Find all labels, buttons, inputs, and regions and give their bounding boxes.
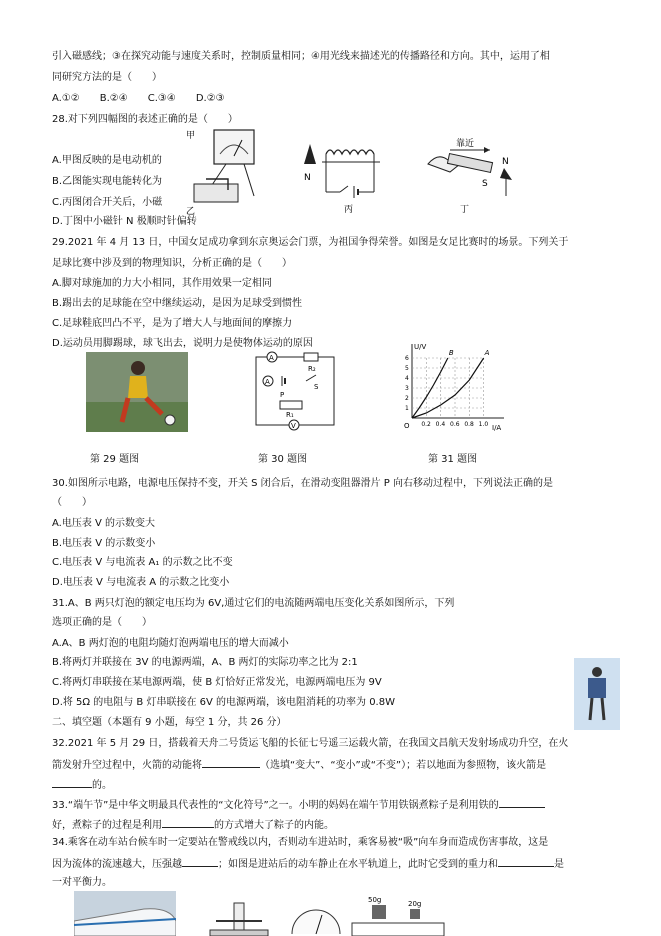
y-tick-label: 1 (405, 405, 409, 412)
text-segment: （选填“变大”、“变小”或“不变”）；若以地面为参照物，该火箭是 (260, 760, 547, 771)
question-33 (52, 797, 545, 812)
wire (244, 164, 254, 196)
x-tick-label: 0.6 (450, 421, 460, 428)
y-axis-label: U/V (414, 343, 427, 351)
meter-box (214, 130, 254, 164)
text-line: 一对平衡力。 (52, 877, 112, 888)
y-tick-label: 4 (405, 375, 409, 382)
text-segment: ；如图是进站后的动车静止在水平轨道上，此时它受到的重力和 (218, 859, 498, 870)
text-line: B.踢出去的足球能在空中继续运动，是因为足球受到惯性 (52, 298, 303, 309)
text-line: B.乙图能实现电能转化为 (52, 176, 163, 187)
fig-label-R1: R₁ (286, 411, 294, 419)
balance-column (234, 903, 244, 933)
text-line (52, 817, 334, 832)
jetpack-photo (574, 658, 620, 730)
fig-label-ding: 丁 (460, 205, 470, 215)
fig-label-N: N (304, 173, 311, 183)
text-line (52, 856, 564, 871)
text-segment: 的。 (92, 780, 112, 791)
resistor-R2 (304, 353, 318, 361)
weight-20g (410, 909, 420, 919)
fig-label-S: S (482, 179, 488, 189)
player-head (131, 361, 145, 375)
balance-base (210, 930, 268, 936)
dial-arc (292, 910, 340, 934)
text-line: D.运动员用脚踢球，球飞出去，说明力是使物体运动的原因 (52, 338, 313, 349)
x-tick-label: 0.4 (435, 421, 446, 428)
text-line: B.将两灯并联接在 3V 的电源两端，A、B 两灯的实际功率之比为 2:1 (52, 657, 358, 668)
question-32: 32.2021 年 5 月 29 日，搭载着天舟二号货运飞船的长征七号遥三运载火箭，在我国文昌航天发射场成功升空，在火 (52, 738, 569, 749)
text-line: C.丙图闭合开关后，小磁 (52, 197, 163, 208)
text-segment: 33.“端午节”是中华文明最具代表性的“文化符号”之一。小明的妈妈在端午节用铁锅煮粽子是利用铁的 (52, 800, 499, 811)
x-axis-label: I/A (492, 424, 502, 432)
section-heading: 二、填空题（本题有 9 小题，每空 1 分，共 26 分） (52, 717, 287, 728)
text-line: D.丁图中小磁针 N 极顺时针偏转 (52, 216, 197, 227)
answer-blank[interactable] (52, 777, 92, 788)
x-tick-label: 0.8 (464, 421, 474, 428)
switch (340, 186, 348, 192)
answer-blank[interactable] (182, 856, 218, 867)
answer-blank[interactable] (202, 757, 260, 768)
text-line: D.将 5Ω 的电阻与 B 灯串联接在 6V 的电源两端，该电阻消耗的功率为 0.8W (52, 697, 395, 708)
coil (326, 150, 374, 154)
fig-label-S: S (314, 383, 319, 391)
answer-blank[interactable] (162, 817, 214, 828)
fig-label-near: 靠近 (456, 139, 475, 149)
answer-blank[interactable] (499, 797, 545, 808)
text-line: D.电压表 V 与电流表 A 的示数之比变小 (52, 577, 230, 588)
person-head (592, 667, 602, 677)
ruler (352, 923, 444, 936)
text-line: C.足球鞋底凹凸不平，是为了增大人与地面间的摩擦力 (52, 318, 293, 329)
caption-31: 第 31 题图 (428, 454, 478, 465)
text-line: A.脚对球施加的力大小相同，其作用效果一定相同 (52, 278, 272, 289)
train-photo (74, 891, 176, 936)
mass-balance-icon (206, 897, 272, 936)
compass-needle (304, 144, 316, 164)
text-segment: 因为流体的流速越大，压强越 (52, 859, 182, 870)
player-jersey (128, 376, 148, 398)
fig-label-V: V (291, 422, 296, 430)
fig-label-A: A (269, 354, 274, 362)
text-line: C.将两灯串联接在某电源两端，使 B 灯恰好正常发光，电源两端电压为 9V (52, 677, 382, 688)
soccer-ball (165, 415, 175, 425)
text-line: A.①② B.②④ C.③④ D.②③ (52, 93, 225, 104)
x-tick-label: 1.0 (478, 421, 489, 428)
text-segment: 的方式增大了粽子的内能。 (214, 820, 334, 831)
text-line: A.电压表 V 的示数变大 (52, 518, 156, 529)
switch-S (306, 375, 316, 381)
rheostat-R1 (280, 401, 302, 409)
y-tick-label: 6 (405, 355, 409, 362)
scale-dial-icon (288, 901, 344, 936)
fig-label-N: N (502, 157, 509, 167)
fig-label-jia: 甲 (186, 131, 196, 141)
text-line (52, 757, 546, 772)
question-34: 34.乘客在动车站台候车时一定要站在警戒线以内，否则动车进站时，乘客易被“吸”向车身而造成伤害事故，这是 (52, 837, 549, 848)
text-segment: 是 (554, 859, 564, 870)
weights-ruler-icon (350, 893, 446, 936)
circuit-diagram (250, 349, 342, 433)
text-line: 选项正确的是（ ） (52, 617, 152, 628)
text-line (52, 777, 112, 792)
figure-bing (300, 136, 390, 216)
text-line: 足球比赛中涉及到的物理知识，分析正确的是（ ） (52, 258, 292, 269)
fig-label-R2: R₂ (308, 365, 316, 373)
magnet (194, 184, 238, 202)
y-tick-label: 3 (405, 385, 409, 392)
text-line: 同研究方法的是（ ） (52, 72, 162, 83)
caption-30: 第 30 题图 (258, 454, 308, 465)
weight-label-50g: 50g (368, 896, 382, 904)
fig-label-P: P (280, 391, 285, 399)
text-line: A.甲图反映的是电动机的 (52, 155, 162, 166)
text-segment: 好，煮粽子的过程是利用 (52, 820, 162, 831)
arrow-head (484, 147, 490, 153)
bar-magnet (447, 154, 492, 173)
question-30: 30.如图所示电路，电源电压保持不变，开关 S 闭合后，在滑动变阻器滑片 P 向右移动过程中，下列说法正确的是 (52, 478, 553, 489)
jetpack-body (588, 678, 606, 698)
text-segment: 箭发射升空过程中，火箭的动能将 (52, 760, 202, 771)
soccer-photo (86, 352, 188, 432)
person-leg (602, 698, 604, 720)
question-31: 31.A、B 两只灯泡的额定电压均为 6V,通过它们的电流随两端电压变化关系如图所示，下列 (52, 598, 455, 609)
weight-label-20g: 20g (408, 900, 422, 908)
fig-label-A: A (265, 378, 270, 386)
iu-chart (398, 340, 508, 432)
origin-label: O (404, 422, 410, 430)
text-line: B.电压表 V 的示数变小 (52, 538, 156, 549)
figure-jia (176, 124, 278, 218)
text-line: （ ） (52, 497, 92, 508)
x-tick-label: 0.2 (421, 421, 431, 428)
figure-ding (420, 134, 520, 216)
circuit-frame (256, 357, 334, 425)
text-line: 引入磁感线；③在探究动能与速度关系时，控制质量相同；④用光线来描述光的传播路径和方向。其中，运用了相 (52, 51, 550, 62)
series-label-B: B (448, 349, 454, 357)
answer-blank[interactable] (498, 856, 554, 867)
person-leg (590, 698, 592, 720)
y-tick-label: 2 (405, 395, 409, 402)
fig-label-bing: 丙 (344, 205, 354, 215)
weight-50g (372, 905, 386, 919)
y-tick-label: 5 (405, 365, 409, 372)
question-28: 28.对下列四幅图的表述正确的是（ ） (52, 114, 238, 125)
series-label-A: A (484, 349, 490, 357)
text-line: A.A、B 两灯泡的电阻均随灯泡两端电压的增大而减小 (52, 638, 289, 649)
text-line: C.电压表 V 与电流表 A₁ 的示数之比不变 (52, 557, 233, 568)
fig-label-yi: 乙 (186, 207, 196, 217)
question-29: 29.2021 年 4 月 13 日，中国女足成功拿到东京奥运会门票，为祖国争得荣誉。如图是女足比赛时的场景。下列关于 (52, 237, 569, 248)
caption-29: 第 29 题图 (90, 454, 140, 465)
